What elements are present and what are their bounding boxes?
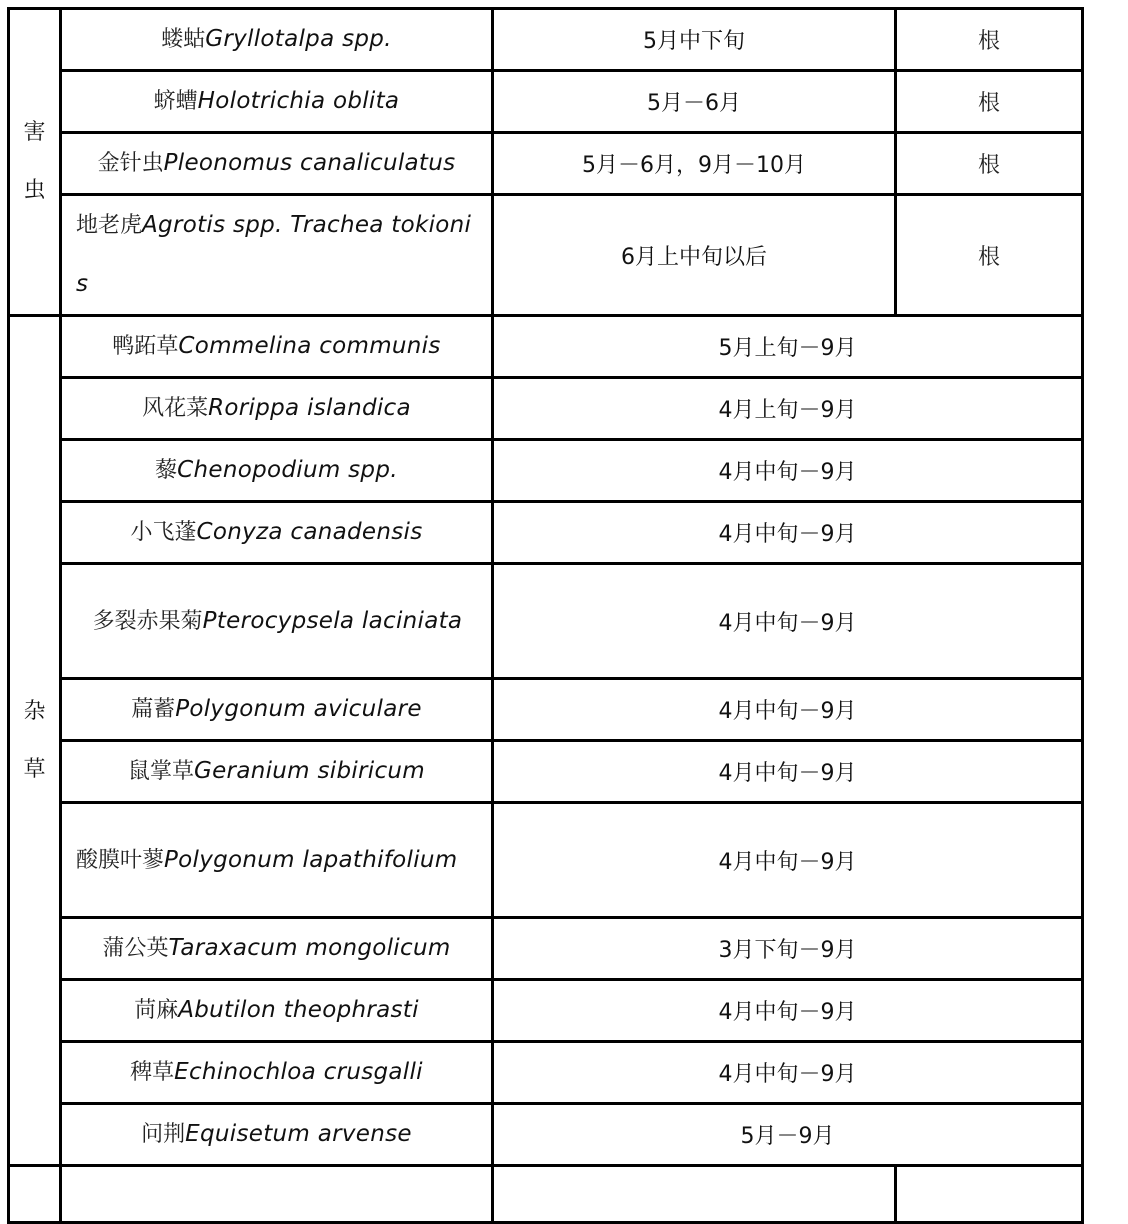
empty-cell [61,1166,493,1223]
chinese-name: 地老虎 [76,213,143,238]
table-row [9,133,1083,195]
species-name-cell [61,316,493,378]
period-cell: 4月中旬－9月 [493,803,1083,918]
latin-name: Agrotis spp. Trachea tokionis [76,212,472,297]
latin-name: Equisetum arvense [185,1121,412,1147]
period-cell: 3月下旬－9月 [493,918,1083,980]
species-name-cell [61,803,493,918]
table-row [9,679,1083,741]
next-row-partial [9,1166,1083,1223]
chinese-name: 苘麻 [134,998,179,1023]
latin-name: Polygonum lapathifolium [164,846,458,873]
species-name-cell [61,1042,493,1104]
group-label-cell [9,316,61,1166]
group-label-char: 草 [23,756,46,782]
chinese-name: 蛴螬 [153,89,198,114]
chinese-name: 小飞蓬 [130,520,197,545]
table-row [9,918,1083,980]
period-cell: 4月中旬－9月 [493,679,1083,741]
species-name-cell [61,980,493,1042]
latin-name: Echinochloa crusgalli [174,1059,423,1085]
latin-name: Pterocypsela laciniata [202,607,463,634]
period-cell: 4月中旬－9月 [493,502,1083,564]
latin-name: Rorippa islandica [208,395,411,421]
group-label-char: 害 [23,120,46,145]
table-row [9,378,1083,440]
period-cell: 4月中旬－9月 [493,564,1083,679]
table-body [9,7,1083,1223]
empty-cell [896,1166,1083,1223]
table-row [9,71,1083,133]
species-name-cell [61,9,493,71]
latin-name: Taraxacum mongolicum [168,935,451,961]
table-row [9,502,1083,564]
table-row [9,195,1083,316]
chinese-name: 多裂赤果菊 [92,608,203,634]
group-label-cell [9,9,61,316]
table-row [9,741,1083,803]
latin-name: Conyza canadensis [196,519,423,545]
empty-cell [493,1166,896,1223]
chinese-name: 蝼蛄 [161,27,206,52]
latin-name: Pleonomus canaliculatus [163,150,456,176]
chinese-name: 萹蓄 [131,697,176,722]
latin-name: Geranium sibiricum [193,758,426,784]
table-row [9,9,1083,71]
period-cell: 5月中下旬 [493,9,896,71]
empty-cell [9,1166,61,1223]
latin-name: Polygonum aviculare [175,696,422,722]
period-cell: 4月上旬－9月 [493,378,1083,440]
period-cell: 5月－6月，9月－10月 [493,133,896,195]
period-cell: 5月上旬－9月 [493,316,1083,378]
table-row [9,564,1083,679]
chinese-name: 酸膜叶蓼 [76,847,165,873]
group-label-char: 杂 [23,698,46,724]
group-label-char: 虫 [23,178,46,203]
species-name-cell [61,378,493,440]
pest-weed-table [7,7,1084,1224]
table-row [9,803,1083,918]
table-row [9,1104,1083,1166]
damage-part-cell: 根 [896,9,1083,71]
period-cell: 4月中旬－9月 [493,440,1083,502]
species-name-cell [61,918,493,980]
species-name-cell [61,71,493,133]
damage-part-cell: 根 [896,71,1083,133]
latin-name: Abutilon theophrasti [178,997,419,1023]
species-name-cell [61,741,493,803]
damage-part-cell: 根 [896,133,1083,195]
latin-name: Holotrichia oblita [197,88,400,114]
period-cell: 5月－6月 [493,71,896,133]
species-name-cell [61,1104,493,1166]
species-name-cell [61,564,493,679]
table-row [9,980,1083,1042]
chinese-name: 藜 [155,458,178,483]
species-name-cell [61,502,493,564]
period-cell: 4月中旬－9月 [493,741,1083,803]
species-name-cell [61,133,493,195]
table-row [9,316,1083,378]
period-cell: 5月－9月 [493,1104,1083,1166]
species-name-cell [61,195,493,316]
chinese-name: 蒲公英 [102,936,169,961]
species-name-cell [61,679,493,741]
chinese-name: 风花菜 [142,396,209,421]
period-cell: 6月上中旬以后 [493,195,896,316]
damage-part-cell: 根 [896,195,1083,316]
species-name-cell [61,440,493,502]
latin-name: Gryllotalpa spp. [205,26,392,52]
table-row [9,440,1083,502]
chinese-name: 鸭跖草 [112,334,179,359]
chinese-name: 金针虫 [97,151,164,176]
chinese-name: 稗草 [130,1060,175,1085]
chinese-name: 问荆 [141,1122,186,1147]
latin-name: Chenopodium spp. [177,457,398,483]
latin-name: Commelina communis [178,333,441,359]
period-cell: 4月中旬－9月 [493,980,1083,1042]
period-cell: 4月中旬－9月 [493,1042,1083,1104]
table-row [9,1042,1083,1104]
chinese-name: 鼠掌草 [127,759,194,784]
